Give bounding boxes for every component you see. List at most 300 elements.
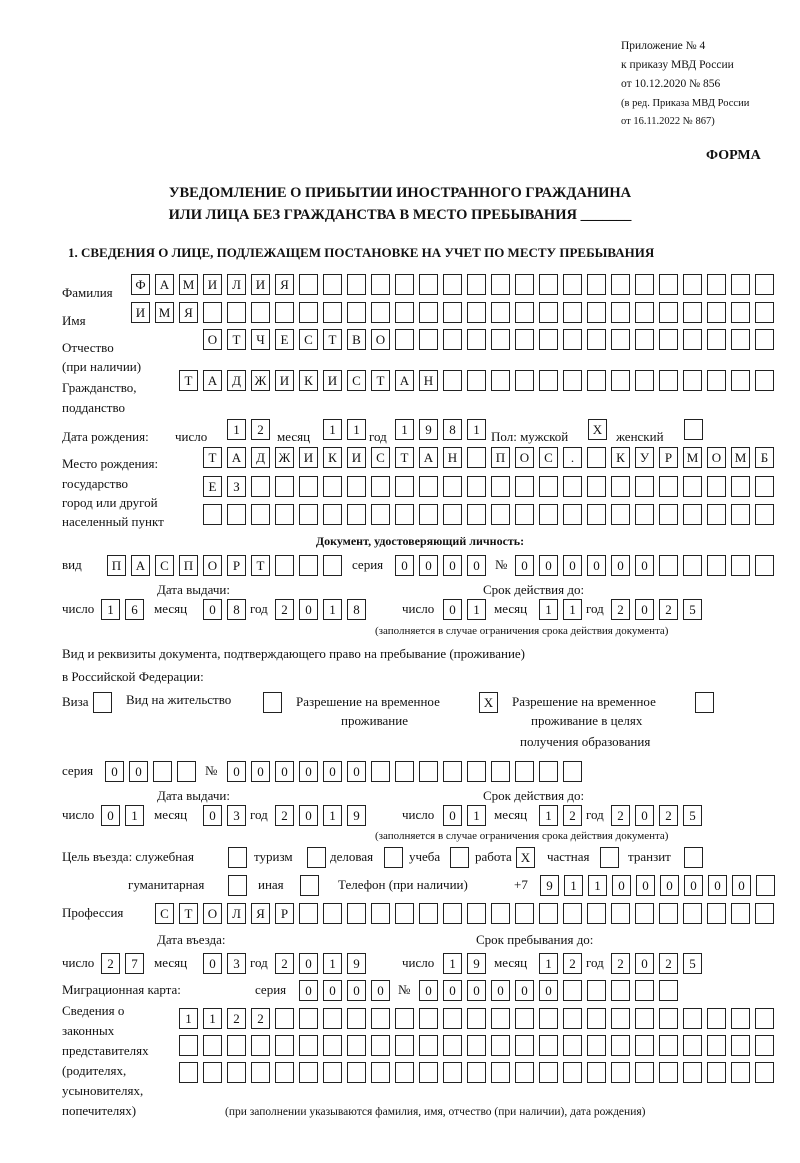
mc-series-char-box[interactable]: 0: [323, 980, 342, 1001]
birth-place-2-char-box[interactable]: Е: [203, 476, 222, 497]
surname-char-box[interactable]: [347, 274, 366, 295]
id-kind-char-box[interactable]: А: [131, 555, 150, 576]
surname-char-box[interactable]: [467, 274, 486, 295]
sex-male-checkbox[interactable]: X: [588, 419, 607, 440]
profession-char-box[interactable]: [467, 903, 486, 924]
mc-number-char-box[interactable]: [635, 980, 654, 1001]
id-kind-char-box[interactable]: П: [107, 555, 126, 576]
citizenship-char-box[interactable]: [491, 370, 510, 391]
profession-char-box[interactable]: [395, 903, 414, 924]
phone-char-box[interactable]: 9: [540, 875, 559, 896]
surname-char-box[interactable]: [395, 274, 414, 295]
reps-2-char-box[interactable]: [731, 1035, 750, 1056]
id-issue-month-char-box[interactable]: 0: [203, 599, 222, 620]
name-char-box[interactable]: [683, 302, 702, 323]
rd-issue-day-char-box[interactable]: 0: [101, 805, 120, 826]
reps-1-char-box[interactable]: [563, 1008, 582, 1029]
reps-2-char-box[interactable]: [491, 1035, 510, 1056]
reps-2-char-box[interactable]: [419, 1035, 438, 1056]
reps-2-char-box[interactable]: [275, 1035, 294, 1056]
reps-3-char-box[interactable]: [227, 1062, 246, 1083]
citizenship-char-box[interactable]: [731, 370, 750, 391]
id-number-char-box[interactable]: [731, 555, 750, 576]
patronymic-char-box[interactable]: [539, 329, 558, 350]
rd-valid-year-char-box[interactable]: 2: [659, 805, 678, 826]
doc-temp-permit-checkbox[interactable]: X: [479, 692, 498, 713]
patronymic-char-box[interactable]: Т: [323, 329, 342, 350]
name-char-box[interactable]: [275, 302, 294, 323]
surname-char-box[interactable]: [443, 274, 462, 295]
citizenship-char-box[interactable]: [635, 370, 654, 391]
reps-1-char-box[interactable]: [491, 1008, 510, 1029]
mc-number-char-box[interactable]: [563, 980, 582, 1001]
patronymic-char-box[interactable]: [563, 329, 582, 350]
reps-3-char-box[interactable]: [371, 1062, 390, 1083]
birth-place-2-char-box[interactable]: [491, 476, 510, 497]
surname-char-box[interactable]: [323, 274, 342, 295]
birth-place-2-char-box[interactable]: [467, 476, 486, 497]
name-char-box[interactable]: [467, 302, 486, 323]
rd-issue-day-char-box[interactable]: 1: [125, 805, 144, 826]
id-valid-year-char-box[interactable]: 2: [659, 599, 678, 620]
reps-1-char-box[interactable]: [371, 1008, 390, 1029]
birth-place-2-char-box[interactable]: [683, 476, 702, 497]
name-char-box[interactable]: [323, 302, 342, 323]
p-business-checkbox[interactable]: [384, 847, 403, 868]
rd-number-char-box[interactable]: [563, 761, 582, 782]
patronymic-char-box[interactable]: [419, 329, 438, 350]
birth-month-char-box[interactable]: 1: [323, 419, 342, 440]
profession-char-box[interactable]: [659, 903, 678, 924]
patronymic-char-box[interactable]: [683, 329, 702, 350]
p-humanitarian-checkbox[interactable]: [228, 875, 247, 896]
phone-char-box[interactable]: 0: [708, 875, 727, 896]
phone-char-box[interactable]: 1: [564, 875, 583, 896]
birth-place-2-char-box[interactable]: [347, 476, 366, 497]
patronymic-char-box[interactable]: [707, 329, 726, 350]
mc-number-char-box[interactable]: 0: [539, 980, 558, 1001]
reps-2-char-box[interactable]: [683, 1035, 702, 1056]
birth-place-2-char-box[interactable]: З: [227, 476, 246, 497]
rd-number-char-box[interactable]: 0: [251, 761, 270, 782]
birth-place-1-char-box[interactable]: О: [515, 447, 534, 468]
surname-char-box[interactable]: [299, 274, 318, 295]
birth-place-1-char-box[interactable]: Н: [443, 447, 462, 468]
reps-2-char-box[interactable]: [395, 1035, 414, 1056]
birth-year-char-box[interactable]: 1: [395, 419, 414, 440]
profession-char-box[interactable]: [707, 903, 726, 924]
reps-3-char-box[interactable]: [275, 1062, 294, 1083]
name-char-box[interactable]: [731, 302, 750, 323]
citizenship-char-box[interactable]: [539, 370, 558, 391]
name-char-box[interactable]: [371, 302, 390, 323]
birth-place-2-char-box[interactable]: [587, 476, 606, 497]
reps-3-char-box[interactable]: [395, 1062, 414, 1083]
stay-year-char-box[interactable]: 0: [635, 953, 654, 974]
citizenship-char-box[interactable]: Ж: [251, 370, 270, 391]
birth-place-2-char-box[interactable]: [371, 476, 390, 497]
birth-month-char-box[interactable]: 1: [347, 419, 366, 440]
reps-3-char-box[interactable]: [419, 1062, 438, 1083]
name-char-box[interactable]: [515, 302, 534, 323]
entry-year-char-box[interactable]: 0: [299, 953, 318, 974]
reps-1-char-box[interactable]: 2: [227, 1008, 246, 1029]
rd-issue-year-char-box[interactable]: 0: [299, 805, 318, 826]
id-kind-char-box[interactable]: П: [179, 555, 198, 576]
birth-place-3-char-box[interactable]: [299, 504, 318, 525]
reps-3-char-box[interactable]: [611, 1062, 630, 1083]
rd-number-char-box[interactable]: [419, 761, 438, 782]
patronymic-char-box[interactable]: О: [203, 329, 222, 350]
birth-year-char-box[interactable]: 1: [467, 419, 486, 440]
citizenship-char-box[interactable]: Т: [371, 370, 390, 391]
reps-3-char-box[interactable]: [683, 1062, 702, 1083]
surname-char-box[interactable]: [731, 274, 750, 295]
id-valid-year-char-box[interactable]: 5: [683, 599, 702, 620]
stay-year-char-box[interactable]: 5: [683, 953, 702, 974]
birth-place-1-char-box[interactable]: Т: [203, 447, 222, 468]
citizenship-char-box[interactable]: А: [395, 370, 414, 391]
rd-issue-month-char-box[interactable]: 0: [203, 805, 222, 826]
birth-place-1-char-box[interactable]: .: [563, 447, 582, 468]
id-kind-char-box[interactable]: С: [155, 555, 174, 576]
stay-month-char-box[interactable]: 2: [563, 953, 582, 974]
id-number-char-box[interactable]: [707, 555, 726, 576]
reps-1-char-box[interactable]: [611, 1008, 630, 1029]
mc-number-char-box[interactable]: 0: [515, 980, 534, 1001]
rd-number-char-box[interactable]: 0: [323, 761, 342, 782]
birth-place-3-char-box[interactable]: [659, 504, 678, 525]
rd-number-char-box[interactable]: [539, 761, 558, 782]
birth-year-char-box[interactable]: 9: [419, 419, 438, 440]
birth-place-3-char-box[interactable]: [443, 504, 462, 525]
phone-char-box[interactable]: 0: [660, 875, 679, 896]
citizenship-char-box[interactable]: [515, 370, 534, 391]
rd-number-char-box[interactable]: [515, 761, 534, 782]
profession-char-box[interactable]: [443, 903, 462, 924]
reps-1-char-box[interactable]: [419, 1008, 438, 1029]
reps-1-char-box[interactable]: [299, 1008, 318, 1029]
p-private-checkbox[interactable]: [600, 847, 619, 868]
entry-month-char-box[interactable]: 3: [227, 953, 246, 974]
birth-place-2-char-box[interactable]: [515, 476, 534, 497]
birth-place-2-char-box[interactable]: [635, 476, 654, 497]
id-valid-day-char-box[interactable]: 1: [467, 599, 486, 620]
phone-char-box[interactable]: 1: [588, 875, 607, 896]
reps-3-char-box[interactable]: [707, 1062, 726, 1083]
name-char-box[interactable]: [347, 302, 366, 323]
id-kind-char-box[interactable]: Р: [227, 555, 246, 576]
reps-3-char-box[interactable]: [323, 1062, 342, 1083]
birth-place-1-char-box[interactable]: Т: [395, 447, 414, 468]
patronymic-char-box[interactable]: [395, 329, 414, 350]
surname-char-box[interactable]: И: [203, 274, 222, 295]
birth-place-2-char-box[interactable]: [755, 476, 774, 497]
reps-2-char-box[interactable]: [539, 1035, 558, 1056]
reps-1-char-box[interactable]: [323, 1008, 342, 1029]
reps-3-char-box[interactable]: [491, 1062, 510, 1083]
p-study-checkbox[interactable]: [450, 847, 469, 868]
birth-place-3-char-box[interactable]: [371, 504, 390, 525]
name-char-box[interactable]: [587, 302, 606, 323]
birth-place-2-char-box[interactable]: [659, 476, 678, 497]
profession-char-box[interactable]: [611, 903, 630, 924]
reps-2-char-box[interactable]: [587, 1035, 606, 1056]
patronymic-char-box[interactable]: [587, 329, 606, 350]
birth-place-3-char-box[interactable]: [611, 504, 630, 525]
birth-place-2-char-box[interactable]: [395, 476, 414, 497]
name-char-box[interactable]: И: [131, 302, 150, 323]
birth-place-1-char-box[interactable]: [467, 447, 486, 468]
patronymic-char-box[interactable]: В: [347, 329, 366, 350]
birth-place-1-char-box[interactable]: Д: [251, 447, 270, 468]
surname-char-box[interactable]: [419, 274, 438, 295]
reps-1-char-box[interactable]: [539, 1008, 558, 1029]
rd-series-char-box[interactable]: 0: [105, 761, 124, 782]
id-issue-month-char-box[interactable]: 8: [227, 599, 246, 620]
birth-place-1-char-box[interactable]: О: [707, 447, 726, 468]
reps-2-char-box[interactable]: [611, 1035, 630, 1056]
citizenship-char-box[interactable]: [443, 370, 462, 391]
birth-place-2-char-box[interactable]: [731, 476, 750, 497]
id-series-char-box[interactable]: 0: [419, 555, 438, 576]
birth-place-1-char-box[interactable]: У: [635, 447, 654, 468]
reps-1-char-box[interactable]: [467, 1008, 486, 1029]
surname-char-box[interactable]: [539, 274, 558, 295]
surname-char-box[interactable]: [587, 274, 606, 295]
birth-day-char-box[interactable]: 1: [227, 419, 246, 440]
profession-char-box[interactable]: [299, 903, 318, 924]
rd-valid-month-char-box[interactable]: 1: [539, 805, 558, 826]
birth-place-3-char-box[interactable]: [683, 504, 702, 525]
id-number-char-box[interactable]: 0: [611, 555, 630, 576]
id-issue-year-char-box[interactable]: 2: [275, 599, 294, 620]
reps-2-char-box[interactable]: [371, 1035, 390, 1056]
surname-char-box[interactable]: [515, 274, 534, 295]
id-kind-char-box[interactable]: [275, 555, 294, 576]
surname-char-box[interactable]: И: [251, 274, 270, 295]
rd-valid-year-char-box[interactable]: 5: [683, 805, 702, 826]
name-char-box[interactable]: [299, 302, 318, 323]
reps-3-char-box[interactable]: [179, 1062, 198, 1083]
name-char-box[interactable]: [539, 302, 558, 323]
name-char-box[interactable]: [227, 302, 246, 323]
name-char-box[interactable]: [707, 302, 726, 323]
citizenship-char-box[interactable]: [659, 370, 678, 391]
birth-place-2-char-box[interactable]: [707, 476, 726, 497]
birth-place-3-char-box[interactable]: [587, 504, 606, 525]
birth-place-3-char-box[interactable]: [347, 504, 366, 525]
name-char-box[interactable]: [203, 302, 222, 323]
profession-char-box[interactable]: [323, 903, 342, 924]
p-work-checkbox[interactable]: X: [516, 847, 535, 868]
profession-char-box[interactable]: [371, 903, 390, 924]
rd-series-char-box[interactable]: [153, 761, 172, 782]
mc-number-char-box[interactable]: 0: [467, 980, 486, 1001]
id-kind-char-box[interactable]: [299, 555, 318, 576]
reps-1-char-box[interactable]: [275, 1008, 294, 1029]
id-number-char-box[interactable]: 0: [635, 555, 654, 576]
patronymic-char-box[interactable]: [515, 329, 534, 350]
mc-number-char-box[interactable]: 0: [419, 980, 438, 1001]
patronymic-char-box[interactable]: [755, 329, 774, 350]
patronymic-char-box[interactable]: [659, 329, 678, 350]
birth-place-3-char-box[interactable]: [227, 504, 246, 525]
profession-char-box[interactable]: Р: [275, 903, 294, 924]
sex-female-checkbox[interactable]: [684, 419, 703, 440]
rd-number-char-box[interactable]: [467, 761, 486, 782]
reps-3-char-box[interactable]: [251, 1062, 270, 1083]
patronymic-char-box[interactable]: [467, 329, 486, 350]
reps-2-char-box[interactable]: [467, 1035, 486, 1056]
birth-place-1-char-box[interactable]: [587, 447, 606, 468]
p-transit-checkbox[interactable]: [684, 847, 703, 868]
surname-char-box[interactable]: [683, 274, 702, 295]
name-char-box[interactable]: [251, 302, 270, 323]
birth-place-3-char-box[interactable]: [203, 504, 222, 525]
patronymic-char-box[interactable]: [491, 329, 510, 350]
reps-1-char-box[interactable]: 1: [203, 1008, 222, 1029]
rd-valid-day-char-box[interactable]: 1: [467, 805, 486, 826]
birth-place-1-char-box[interactable]: А: [227, 447, 246, 468]
name-char-box[interactable]: [443, 302, 462, 323]
patronymic-char-box[interactable]: [635, 329, 654, 350]
birth-place-1-char-box[interactable]: К: [611, 447, 630, 468]
id-number-char-box[interactable]: 0: [563, 555, 582, 576]
profession-char-box[interactable]: [755, 903, 774, 924]
profession-char-box[interactable]: Л: [227, 903, 246, 924]
profession-char-box[interactable]: С: [155, 903, 174, 924]
reps-2-char-box[interactable]: [227, 1035, 246, 1056]
id-issue-year-char-box[interactable]: 1: [323, 599, 342, 620]
citizenship-char-box[interactable]: [707, 370, 726, 391]
stay-day-char-box[interactable]: 9: [467, 953, 486, 974]
mc-number-char-box[interactable]: 0: [491, 980, 510, 1001]
profession-char-box[interactable]: [731, 903, 750, 924]
birth-day-char-box[interactable]: 2: [251, 419, 270, 440]
birth-place-1-char-box[interactable]: Р: [659, 447, 678, 468]
rd-issue-year-char-box[interactable]: 1: [323, 805, 342, 826]
rd-valid-day-char-box[interactable]: 0: [443, 805, 462, 826]
reps-3-char-box[interactable]: [299, 1062, 318, 1083]
birth-place-2-char-box[interactable]: [323, 476, 342, 497]
birth-place-1-char-box[interactable]: К: [323, 447, 342, 468]
birth-place-1-char-box[interactable]: М: [731, 447, 750, 468]
entry-year-char-box[interactable]: 2: [275, 953, 294, 974]
birth-place-1-char-box[interactable]: Ж: [275, 447, 294, 468]
doc-edu-permit-checkbox[interactable]: [695, 692, 714, 713]
reps-3-char-box[interactable]: [659, 1062, 678, 1083]
birth-place-3-char-box[interactable]: [419, 504, 438, 525]
name-char-box[interactable]: [755, 302, 774, 323]
surname-char-box[interactable]: А: [155, 274, 174, 295]
birth-place-3-char-box[interactable]: [515, 504, 534, 525]
birth-place-3-char-box[interactable]: [323, 504, 342, 525]
patronymic-char-box[interactable]: [443, 329, 462, 350]
reps-2-char-box[interactable]: [563, 1035, 582, 1056]
reps-2-char-box[interactable]: [299, 1035, 318, 1056]
citizenship-char-box[interactable]: С: [347, 370, 366, 391]
reps-3-char-box[interactable]: [347, 1062, 366, 1083]
name-char-box[interactable]: М: [155, 302, 174, 323]
reps-2-char-box[interactable]: [755, 1035, 774, 1056]
reps-3-char-box[interactable]: [563, 1062, 582, 1083]
birth-place-2-char-box[interactable]: [251, 476, 270, 497]
mc-series-char-box[interactable]: 0: [371, 980, 390, 1001]
id-number-char-box[interactable]: 0: [539, 555, 558, 576]
rd-valid-year-char-box[interactable]: 2: [611, 805, 630, 826]
entry-month-char-box[interactable]: 0: [203, 953, 222, 974]
reps-2-char-box[interactable]: [515, 1035, 534, 1056]
birth-place-2-char-box[interactable]: [275, 476, 294, 497]
reps-3-char-box[interactable]: [467, 1062, 486, 1083]
reps-1-char-box[interactable]: [395, 1008, 414, 1029]
reps-2-char-box[interactable]: [659, 1035, 678, 1056]
birth-place-3-char-box[interactable]: [251, 504, 270, 525]
reps-1-char-box[interactable]: [755, 1008, 774, 1029]
birth-place-1-char-box[interactable]: А: [419, 447, 438, 468]
surname-char-box[interactable]: [707, 274, 726, 295]
reps-2-char-box[interactable]: [443, 1035, 462, 1056]
reps-3-char-box[interactable]: [443, 1062, 462, 1083]
birth-place-1-char-box[interactable]: С: [539, 447, 558, 468]
reps-3-char-box[interactable]: [203, 1062, 222, 1083]
patronymic-char-box[interactable]: [611, 329, 630, 350]
rd-valid-year-char-box[interactable]: 0: [635, 805, 654, 826]
mc-series-char-box[interactable]: 0: [347, 980, 366, 1001]
id-valid-year-char-box[interactable]: 2: [611, 599, 630, 620]
profession-char-box[interactable]: Я: [251, 903, 270, 924]
id-number-char-box[interactable]: [659, 555, 678, 576]
reps-1-char-box[interactable]: [515, 1008, 534, 1029]
surname-char-box[interactable]: [635, 274, 654, 295]
id-issue-day-char-box[interactable]: 1: [101, 599, 120, 620]
phone-char-box[interactable]: 0: [612, 875, 631, 896]
patronymic-char-box[interactable]: [731, 329, 750, 350]
id-issue-day-char-box[interactable]: 6: [125, 599, 144, 620]
reps-1-char-box[interactable]: [683, 1008, 702, 1029]
name-char-box[interactable]: [635, 302, 654, 323]
reps-1-char-box[interactable]: [635, 1008, 654, 1029]
birth-place-2-char-box[interactable]: [563, 476, 582, 497]
citizenship-char-box[interactable]: Д: [227, 370, 246, 391]
id-series-char-box[interactable]: 0: [467, 555, 486, 576]
birth-place-1-char-box[interactable]: И: [299, 447, 318, 468]
citizenship-char-box[interactable]: [683, 370, 702, 391]
profession-char-box[interactable]: Т: [179, 903, 198, 924]
stay-month-char-box[interactable]: 1: [539, 953, 558, 974]
reps-3-char-box[interactable]: [635, 1062, 654, 1083]
id-kind-char-box[interactable]: [323, 555, 342, 576]
name-char-box[interactable]: [563, 302, 582, 323]
birth-place-1-char-box[interactable]: И: [347, 447, 366, 468]
patronymic-char-box[interactable]: О: [371, 329, 390, 350]
profession-char-box[interactable]: [587, 903, 606, 924]
name-char-box[interactable]: Я: [179, 302, 198, 323]
birth-place-3-char-box[interactable]: [635, 504, 654, 525]
birth-place-2-char-box[interactable]: [443, 476, 462, 497]
citizenship-char-box[interactable]: [755, 370, 774, 391]
citizenship-char-box[interactable]: Т: [179, 370, 198, 391]
reps-2-char-box[interactable]: [635, 1035, 654, 1056]
citizenship-char-box[interactable]: А: [203, 370, 222, 391]
reps-2-char-box[interactable]: [203, 1035, 222, 1056]
reps-1-char-box[interactable]: [443, 1008, 462, 1029]
reps-3-char-box[interactable]: [755, 1062, 774, 1083]
id-number-char-box[interactable]: 0: [587, 555, 606, 576]
profession-char-box[interactable]: [347, 903, 366, 924]
rd-number-char-box[interactable]: 0: [347, 761, 366, 782]
